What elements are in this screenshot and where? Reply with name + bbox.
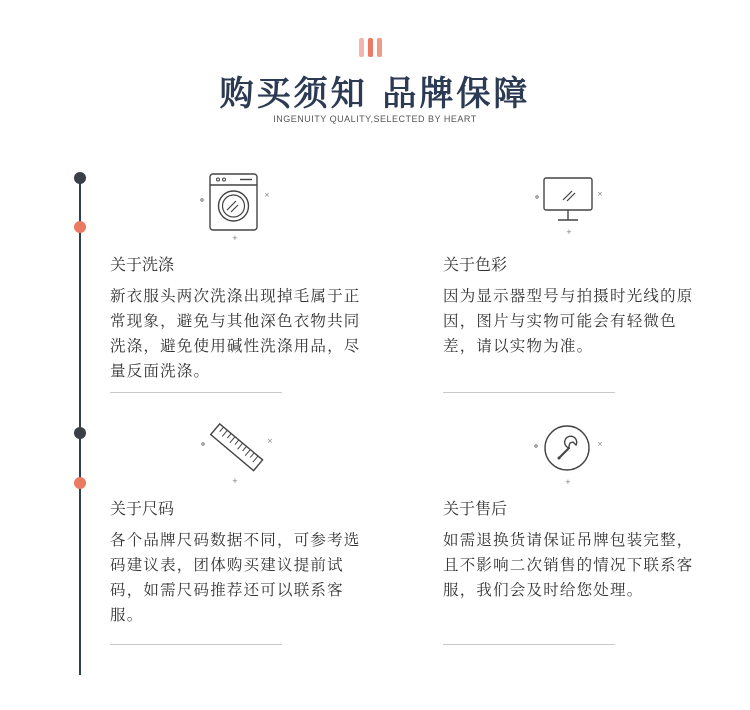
svg-text:×: ×	[267, 437, 273, 445]
card-body: 如需退换货请保证吊牌包装完整，且不影响二次销售的情况下联系客服，我们会及时给您处理。	[443, 531, 694, 599]
timeline-dot	[74, 477, 86, 489]
card-divider	[443, 392, 615, 393]
card-divider	[443, 644, 615, 645]
wrench-icon	[531, 420, 611, 490]
card-title: 关于售后	[443, 499, 508, 518]
card-body: 新衣服头两次洗涤出现掉毛属于正常现象，避免与其他深色衣物共同洗涤，避免使用碱性洗涤用品，尽量反面洗涤。	[110, 287, 361, 380]
card-body: 各个品牌尺码数据不同，可参考选码建议表，团体购买建议提前试码，如需尺码推荐还可以联系客服。	[110, 531, 361, 624]
card-body: 因为显示器型号与拍摄时光线的原因，图片与实物可能会有轻微色差，请以实物为准。	[443, 287, 694, 355]
svg-text:×: ×	[597, 190, 603, 198]
card-title: 关于洗涤	[110, 255, 175, 274]
svg-text:+: +	[566, 228, 572, 236]
svg-text:+: +	[232, 477, 238, 485]
card-divider	[110, 644, 282, 645]
svg-text:+: +	[232, 234, 238, 242]
card-divider	[110, 392, 282, 393]
timeline-dot	[74, 221, 86, 233]
timeline-dot	[74, 427, 86, 439]
monitor-icon	[531, 170, 601, 240]
page-title: 购买须知 品牌保障	[219, 74, 531, 114]
svg-text:×: ×	[264, 191, 270, 199]
ruler-icon	[200, 418, 275, 488]
card-title: 关于尺码	[110, 499, 175, 518]
svg-text:+: +	[565, 478, 571, 486]
card-title: 关于色彩	[443, 255, 508, 274]
timeline-dot	[74, 172, 86, 184]
washing-machine-icon	[200, 166, 275, 242]
page-subtitle: INGENUITY QUALITY,SELECTED BY HEART	[273, 114, 477, 124]
svg-text:×: ×	[597, 440, 603, 448]
